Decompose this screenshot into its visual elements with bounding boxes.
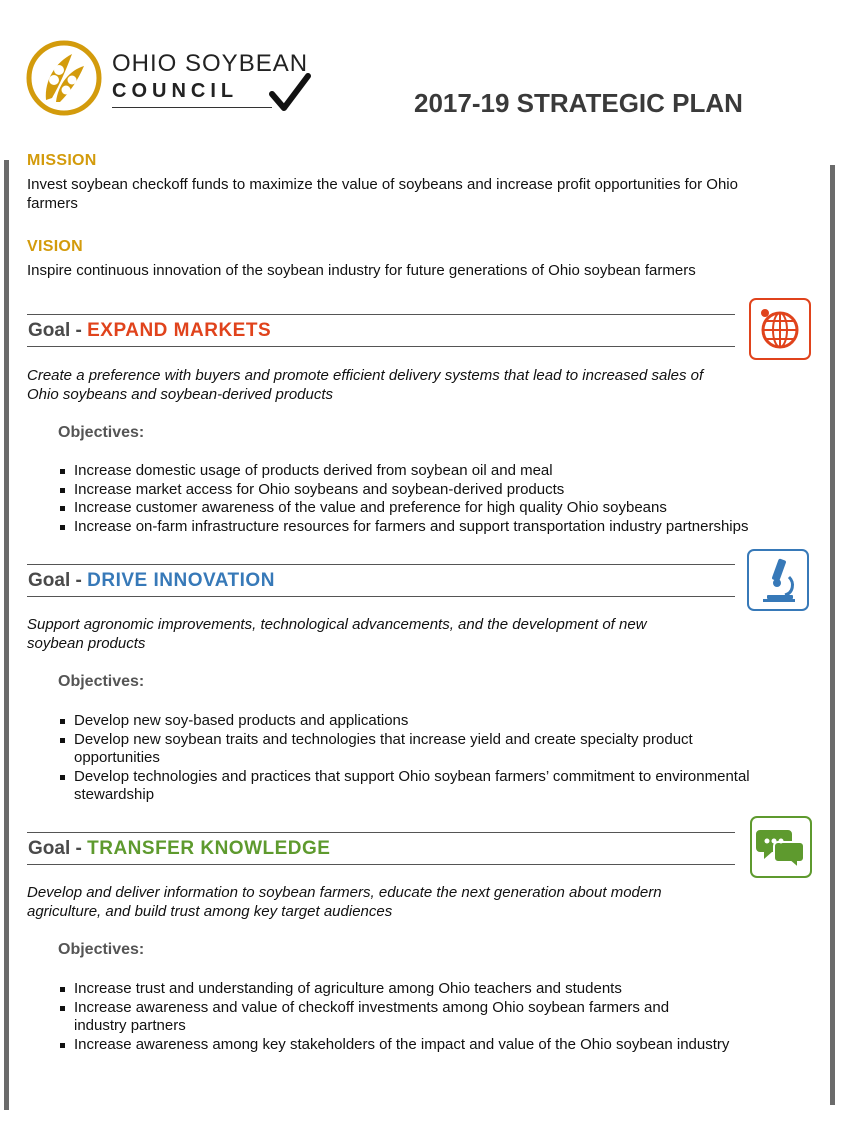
goal-heading-transfer-knowledge — [28, 838, 330, 860]
goal-name: DRIVE INNOVATION — [87, 570, 275, 591]
goal-description: Create a preference with buyers and promote efficient delivery systems that lead to increased sales of Ohio soybeans and soybean-derived products — [27, 367, 704, 403]
checkmark-icon — [268, 72, 312, 116]
chat-bubbles-icon — [752, 818, 810, 876]
logo-divider — [112, 107, 272, 108]
goal-heading-expand-markets — [28, 320, 271, 342]
objective-item: Increase market access for Ohio soybeans and soybean-derived products — [60, 481, 820, 500]
goal-description: Develop and deliver information to soybean farmers, educate the next generation about modern agriculture, and build trust among key target audiences — [27, 884, 662, 920]
objective-item: Develop technologies and practices that support Ohio soybean farmers’ commitment to environmental stewardship — [60, 768, 760, 805]
vision-text: Inspire continuous innovation of the soybean industry for future generations of Ohio soybean farmers — [27, 262, 696, 279]
transfer-knowledge-icon-box — [750, 816, 812, 878]
objective-item: Increase customer awareness of the value and preference for high quality Ohio soybeans — [60, 499, 820, 518]
objective-item: Increase trust and understanding of agriculture among Ohio teachers and students — [60, 980, 790, 999]
objectives-list — [60, 712, 760, 805]
objective-item: Develop new soy-based products and applications — [60, 712, 760, 731]
mission-text: Invest soybean checkoff funds to maximize the value of soybeans and increase profit opportunities for Ohio farmers — [27, 176, 738, 212]
right-border — [830, 165, 835, 1105]
divider — [27, 596, 735, 597]
goal-prefix: Goal - — [28, 320, 88, 341]
expand-markets-icon-box — [749, 298, 811, 360]
goal-prefix: Goal - — [28, 570, 88, 591]
objectives-list — [60, 462, 820, 536]
divider — [27, 346, 735, 347]
plan-title: 2017-19 STRATEGIC PLAN — [414, 88, 743, 118]
globe-icon — [751, 300, 809, 358]
goal-name: EXPAND MARKETS — [87, 320, 272, 341]
drive-innovation-icon-box — [747, 549, 809, 611]
objective-item: Increase awareness and value of checkoff investments among Ohio soybean farmers and industry partners — [60, 999, 694, 1036]
objective-item: Increase domestic usage of products derived from soybean oil and meal — [60, 462, 820, 481]
goal-description: Support agronomic improvements, technological advancements, and the development of new soybean products — [27, 616, 647, 652]
vision-label: VISION — [27, 238, 84, 255]
objectives-label: Objectives: — [58, 941, 145, 958]
objectives-list — [60, 980, 790, 1054]
goal-heading-drive-innovation — [28, 570, 275, 592]
objective-item: Increase on-farm infrastructure resources for farmers and support transportation industry partnerships — [60, 518, 820, 537]
soybean-logo-icon — [26, 40, 102, 116]
left-border — [4, 160, 9, 1110]
goal-prefix: Goal - — [28, 838, 88, 859]
objective-item: Develop new soybean traits and technologies that increase yield and create specialty product opportunities — [60, 731, 760, 768]
mission-label: MISSION — [27, 152, 97, 169]
objective-item: Increase awareness among key stakeholders of the impact and value of the Ohio soybean industry — [60, 1036, 790, 1055]
objectives-label: Objectives: — [58, 673, 145, 690]
objectives-label: Objectives: — [58, 424, 145, 441]
goal-name: TRANSFER KNOWLEDGE — [87, 838, 331, 859]
microscope-icon — [749, 551, 807, 609]
divider — [27, 314, 735, 315]
org-name-line2: COUNCIL — [112, 80, 239, 102]
divider — [27, 564, 735, 565]
divider — [27, 864, 735, 865]
divider — [27, 832, 735, 833]
org-name-line1: OHIO SOYBEAN — [112, 50, 309, 77]
